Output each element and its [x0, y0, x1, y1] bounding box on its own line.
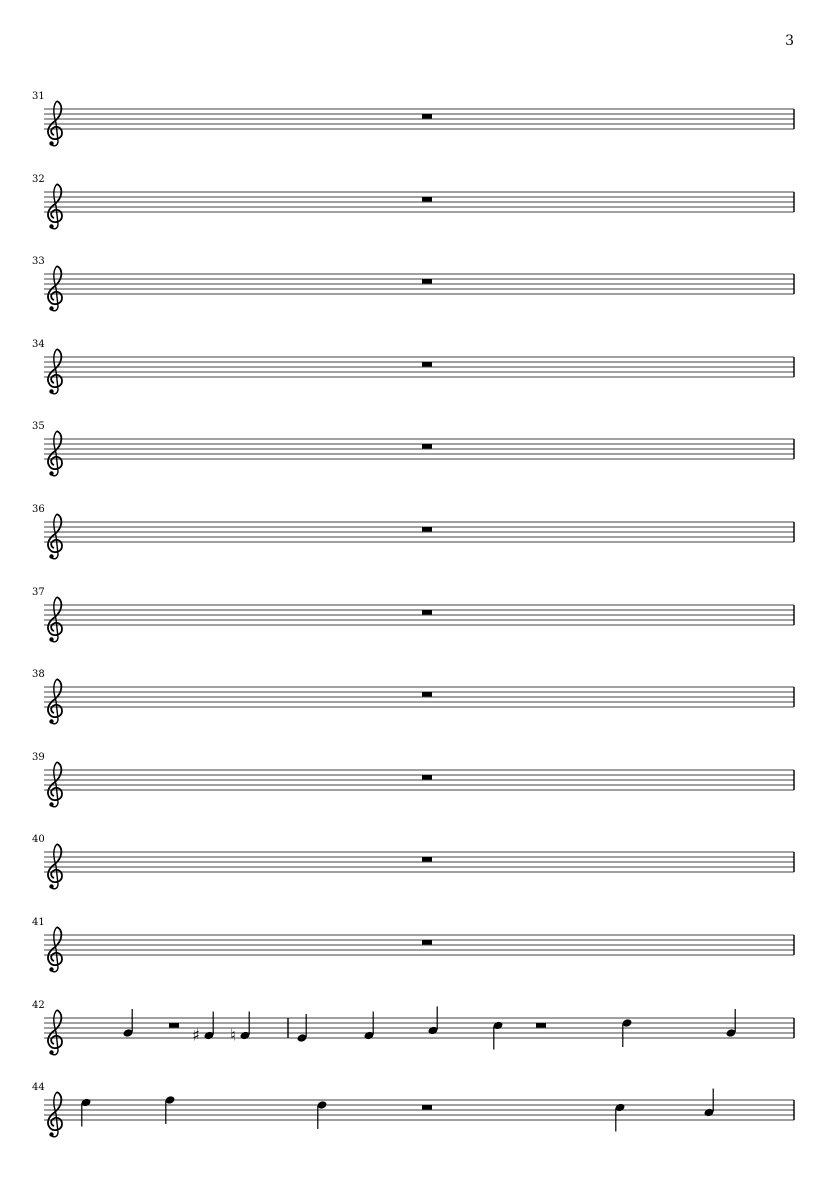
half-rest [536, 1023, 546, 1028]
measure-number: 39 [32, 752, 45, 763]
multi-measure-rest [422, 857, 432, 862]
treble-clef-icon [48, 844, 62, 889]
measure-number: 36 [32, 504, 45, 515]
treble-clef-icon [48, 1010, 62, 1055]
multi-measure-rest [422, 692, 432, 697]
treble-clef-icon [48, 266, 62, 311]
page-number: 3 [785, 33, 794, 49]
measure-number: 33 [32, 256, 45, 267]
treble-clef-icon [48, 349, 62, 394]
treble-clef-icon [48, 101, 62, 146]
multi-measure-rest [422, 940, 432, 945]
measure-number: 41 [32, 917, 45, 928]
measure-number: 38 [32, 669, 45, 680]
measure-number: 44 [32, 1082, 45, 1093]
measure-number: 37 [32, 587, 45, 598]
treble-clef-icon [48, 679, 62, 724]
treble-clef-icon [48, 927, 62, 972]
treble-clef-icon [48, 1092, 62, 1137]
measure-number: 31 [32, 91, 45, 102]
natural-icon: ♮ [230, 1025, 236, 1045]
treble-clef-icon [48, 762, 62, 807]
sharp-icon: ♯ [192, 1025, 200, 1045]
multi-measure-rest [422, 444, 432, 449]
measure-number: 42 [32, 1000, 45, 1011]
measure-number: 35 [32, 421, 45, 432]
multi-measure-rest [422, 527, 432, 532]
treble-clef-icon [48, 431, 62, 476]
measure-number: 40 [32, 834, 45, 845]
measure-number: 32 [32, 174, 45, 185]
treble-clef-icon [48, 184, 62, 229]
measure-number: 34 [32, 339, 45, 350]
multi-measure-rest [422, 114, 432, 119]
half-rest [422, 1105, 432, 1110]
treble-clef-icon [48, 597, 62, 642]
multi-measure-rest [422, 610, 432, 615]
multi-measure-rest [422, 362, 432, 367]
treble-clef-icon [48, 514, 62, 559]
multi-measure-rest [422, 279, 432, 284]
multi-measure-rest [422, 197, 432, 202]
multi-measure-rest [422, 775, 432, 780]
half-rest [169, 1023, 179, 1028]
